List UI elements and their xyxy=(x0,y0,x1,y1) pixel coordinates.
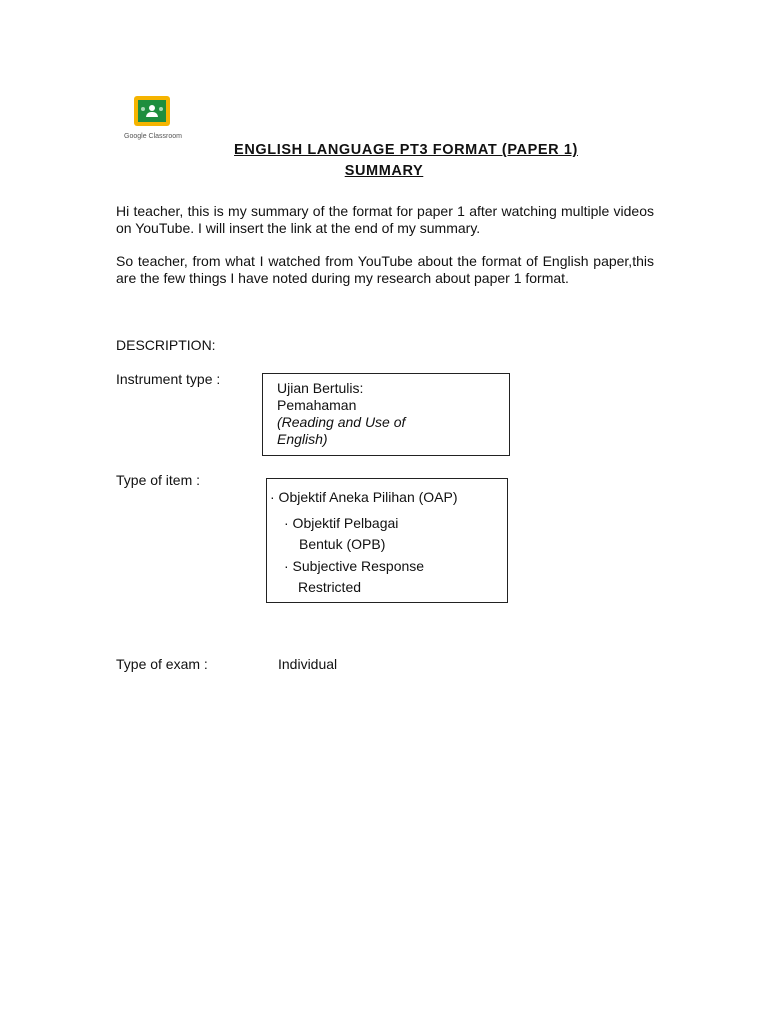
classroom-board-icon xyxy=(134,96,170,126)
list-item: · Subjective Response xyxy=(284,558,425,574)
instrument-line: (Reading and Use of xyxy=(277,414,406,430)
notes-paragraph: So teacher, from what I watched from YouTube about the format of English paper,this are the few things I have noted during my research about paper 1 format. xyxy=(116,253,654,286)
list-item: Restricted xyxy=(298,579,362,595)
instrument-line: Ujian Bertulis: xyxy=(277,380,364,396)
exam-type-value: Individual xyxy=(278,656,338,672)
logo-caption: Google Classroom xyxy=(124,133,182,140)
document-subtitle: SUMMARY xyxy=(344,163,424,179)
intro-paragraph: Hi teacher, this is my summary of the format for paper 1 after watching multiple videos on YouTube. I will insert the link at the end of my summary. xyxy=(116,203,654,236)
instrument-line: Pemahaman xyxy=(277,397,357,413)
list-item: Bentuk (OPB) xyxy=(299,536,386,552)
google-classroom-logo xyxy=(120,92,186,148)
item-type-label: Type of item : xyxy=(116,472,201,488)
list-item: · Objektif Pelbagai xyxy=(284,515,399,531)
item-type-box xyxy=(266,478,508,603)
list-item: · Objektif Aneka Pilihan (OAP) xyxy=(270,489,458,505)
instrument-type-label: Instrument type : xyxy=(116,371,221,387)
exam-type-label: Type of exam : xyxy=(116,656,208,672)
description-heading: DESCRIPTION: xyxy=(116,337,216,353)
instrument-line: English) xyxy=(277,431,328,447)
instrument-type-box xyxy=(262,373,510,456)
document-title: ENGLISH LANGUAGE PT3 FORMAT (PAPER 1) xyxy=(234,142,578,158)
